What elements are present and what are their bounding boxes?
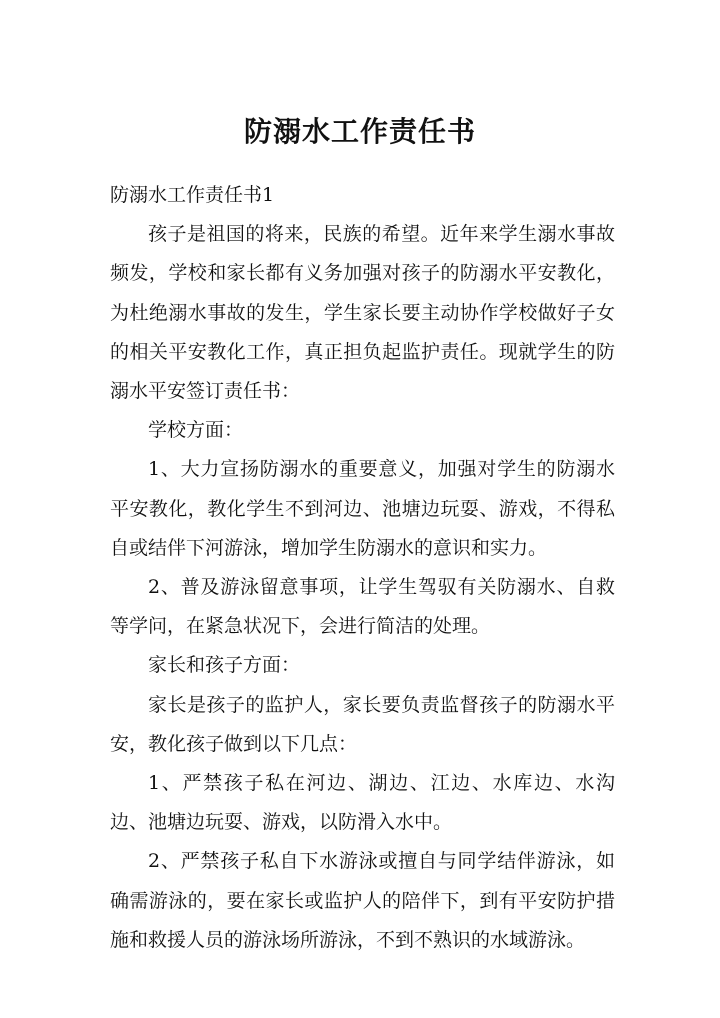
paragraph-parents-item-1: 1、严禁孩子私在河边、湖边、江边、水库边、水沟边、池塘边玩耍、游戏，以防滑入水中。 xyxy=(110,772,615,834)
section-heading-parents: 家长和孩子方面： xyxy=(148,654,301,677)
paragraph-intro: 孩子是祖国的将来，民族的希望。近年来学生溺水事故频发，学校和家长都有义务加强对孩子的防溺水平安教化，为杜绝溺水事故的发生，学生家长要主动协作学校做好子女的相关平安教化工作，真正担负起监护责任。现就学生的防溺水平安签订责任书： xyxy=(110,223,615,403)
paragraph-parents-intro: 家长是孩子的监护人，家长要负责监督孩子的防溺水平安，教化孩子做到以下几点： xyxy=(110,693,615,755)
document-title: 防溺水工作责任书 xyxy=(243,115,476,148)
paragraph-parents-item-2: 2、严禁孩子私自下水游泳或擅自与同学结伴游泳，如确需游泳的，要在家长或监护人的陪伴下，到有平安防护措施和救援人员的游泳场所游泳，不到不熟识的水域游泳。 xyxy=(110,850,615,951)
paragraph-school-item-1: 1、大力宣扬防溺水的重要意义，加强对学生的防溺水平安教化，教化学生不到河边、池塘边玩耍、游戏，不得私自或结伴下河游泳，增加学生防溺水的意识和实力。 xyxy=(110,458,615,559)
section-heading-school: 学校方面： xyxy=(148,419,244,442)
paragraph-school-item-2: 2、普及游泳留意事项，让学生驾驭有关防溺水、自救等学问，在紧急状况下，会进行简洁的处理。 xyxy=(110,576,615,638)
document-subtitle: 防溺水工作责任书1 xyxy=(110,184,275,206)
document-body xyxy=(110,176,615,960)
